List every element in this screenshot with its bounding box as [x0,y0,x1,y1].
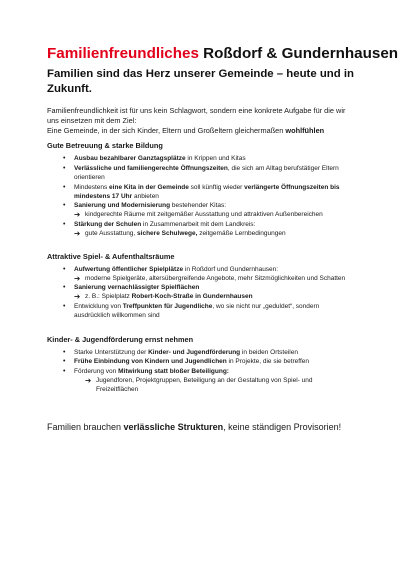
intro-paragraph: Familienfreundlichkeit ist für uns kein Schlagwort, sondern eine konkrete Aufgabe für die wir uns einsetzen mit dem Ziel: [47,106,346,125]
sub-item: ➔ moderne Spielgeräte, altersübergreifende Angebote, mehr Sitzmöglichkeiten und Schatten [74,273,346,283]
section-heading: Attraktive Spiel- & Aufenthaltsräume [47,251,175,261]
section-spiel-aufenthaltsraeume [47,252,354,321]
list-item: • Frühe Einbindung von Kindern und Jugendlichen in Projekte, die sie betreffen [63,358,354,367]
section-heading: Kinder- & Jugendförderung ernst nehmen [47,334,194,344]
list-item: • Förderung von Mitwirkung statt bloßer Beteiligung: ➔ Jugendforen, Projektgruppen, Beteiligung an der Gestaltung von Spiel- und Freizeitflächen [63,368,354,395]
sub-item: ➔ kindgerechte Räume mit zeitgemäßer Ausstattung und attraktiven Außenbereichen [74,210,323,220]
sub-item: ➔ z. B.: Spielplatz Robert-Koch-Straße in Gundernhausen [74,292,253,302]
sub-item: ➔ gute Ausstattung, sichere Schulwege, zeitgemäße Lernbedingungen [74,228,286,238]
bullet-list [47,266,354,321]
arrow-right-icon: ➔ [74,292,81,302]
sub-item: ➔ Jugendforen, Projektgruppen, Beteiligung an der Gestaltung von Spiel- und Freizeitflächen [85,376,313,393]
list-item: • Sanierung und Modernisierung bestehender Kitas: ➔ kindgerechte Räume mit zeitgemäßer Ausstattung und attraktiven Außenbereichen [63,202,354,220]
list-item: • Stärkung der Schulen in Zusammenarbeit mit dem Landkreis: ➔ gute Ausstattung, sichere Schulwege, zeitgemäße Lernbedingungen [63,221,354,239]
list-item: • Sanierung vernachlässigter Spielflächen ➔ z. B.: Spielplatz Robert-Koch-Straße in Gundernhausen [63,284,354,302]
intro-statement: Eine Gemeinde, in der sich Kinder, Eltern und Großeltern gleichermaßen wohlfühlen [47,125,325,135]
bullet-list [47,349,354,395]
section-betreuung-bildung [47,141,354,238]
page-subtitle: Familien sind das Herz unserer Gemeinde – heute und in Zukunft. [47,68,354,95]
section-heading: Gute Betreuung & starke Bildung [47,141,163,151]
list-item: • Mindestens eine Kita in der Gemeinde soll künftig wieder verlängerte Öffnungszeiten bis mindestens 17 Uhr anbieten [63,184,354,202]
intro [47,106,354,135]
list-item: • Starke Unterstützung der Kinder- und Jugendförderung in beiden Ortsteilen [63,349,354,358]
arrow-right-icon: ➔ [74,210,81,220]
page-title [47,45,399,63]
list-item: • Aufwertung öffentlicher Spielplätze in Roßdorf und Gundernhausen: ➔ moderne Spielgeräte, altersübergreifende Angebote, mehr Sitzmöglichkeiten und Schatten [63,266,354,284]
arrow-right-icon: ➔ [74,273,81,283]
list-item: • Entwicklung von Treffpunkten für Jugendliche, wo sie nicht nur „geduldet“, sondern ausdrücklich willkommen sind [63,303,354,321]
bullet-list [47,155,354,238]
title-rest: Roßdorf & Gundernhausen [203,45,399,62]
arrow-right-icon: ➔ [85,376,92,386]
list-item: • Verlässliche und familiengerechte Öffnungszeiten, die sich am Alltag berufstätiger Eltern orientieren [63,165,354,183]
closing-statement: Familien brauchen verlässliche Strukturen, keine ständigen Provisorien! [47,421,342,432]
list-item: • Ausbau bezahlbarer Ganztagsplätze in Krippen und Kitas [63,155,354,164]
section-kinder-jugendfoerderung [47,335,354,395]
title-highlight: Familienfreundliches [47,45,199,62]
arrow-right-icon: ➔ [74,228,81,238]
